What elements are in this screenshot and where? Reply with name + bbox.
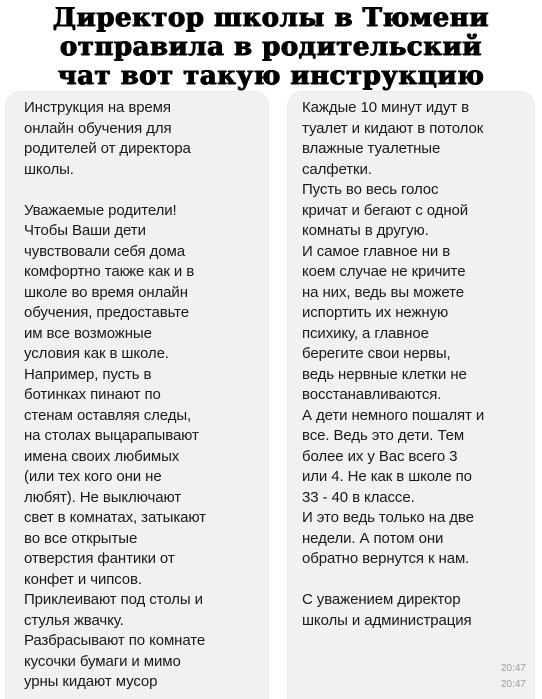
headline-line-3: чат вот такую инструкцию <box>57 61 485 91</box>
message-bubble-left <box>6 92 268 699</box>
headline-line-2: отправила в родительский <box>59 32 483 62</box>
message-timestamp-2: 20:47 <box>500 679 526 690</box>
message-text-right: Каждые 10 минут идут в туалет и кидают в потолок влажные туалетные салфетки. Пусть во весь голос кричат и бегают с одной комнаты в другую. И самое главное ни в коем случае не кричите на них, ведь вы можете испортить их нежную психику, а главное берегите свои нервы, ведь нервные клетки не восстанавливаются. А дети немного пошалят и все. Ведь это дети. Тем более их у Вас всего 3 или 4. Не как в школе по 33 - 40 в классе. И это ведь только на две недели. А потом они обратно вернутся к нам. С уважением директор школы и администрация <box>302 99 485 629</box>
message-bubble-right <box>288 92 534 699</box>
message-text-left: Инструкция на время онлайн обучения для родителей от директора школы. Уважаемые родители! Чтобы Ваши дети чувствовали себя дома комфортно также как и в школе во время онлайн обучения, предоставьте им все возможные условия как в школе. Например, пусть в ботинках пинают по стенам оставляя следы, на столах выцарапывают имена своих любимых (или тех кого они не любят). Не выключают свет в комнатах, затыкают во все открытые отверстия фантики от конфет и чипсов. Приклеивают под столы и стулья жвачку. Разбрасывают по комнате кусочки бумаги и мимо урны кидают мусор <box>24 99 206 690</box>
headline-line-1: Директор школы в Тюмени <box>52 3 490 33</box>
message-timestamp-1: 20:47 <box>500 663 526 674</box>
headline <box>0 0 542 92</box>
